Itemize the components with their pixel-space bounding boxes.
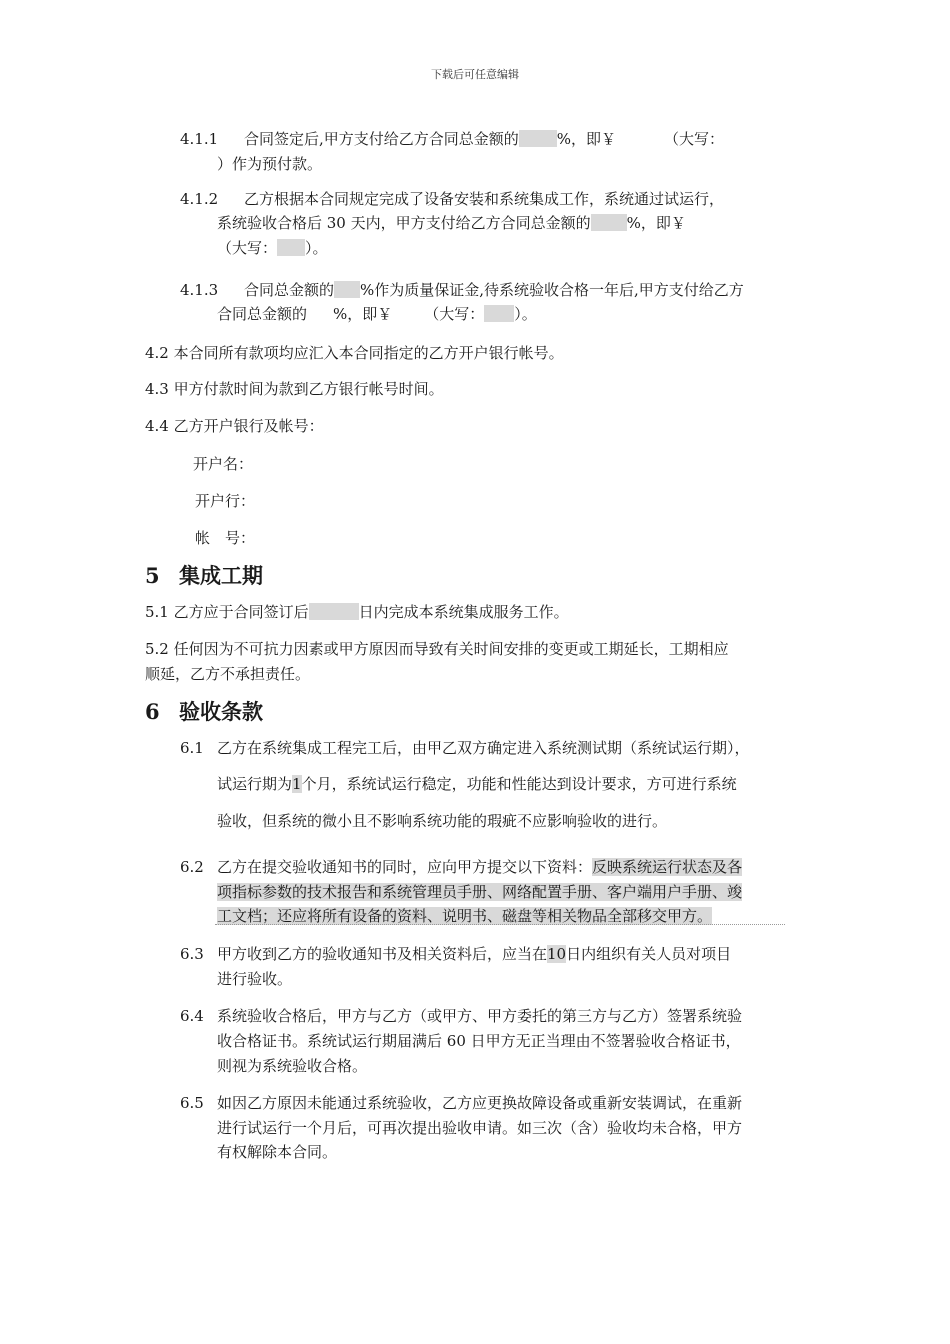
clause-6-5-line-2: 进行试运行一个月后，可再次提出验收申请。如三次（含）验收均未合格，甲方	[217, 1119, 743, 1137]
clause-text: 日内组织有关人员对项目	[566, 945, 732, 963]
clause-text: 乙方在系统集成工程完工后，由甲乙双方确定进入系统测试期（系统试运行期），	[217, 739, 750, 757]
blank-field[interactable]	[334, 281, 360, 298]
clause-text: 个月，系统试运行稳定，功能和性能达到设计要求，方可进行系统	[301, 775, 737, 793]
clause-6-5-line-1	[180, 1092, 742, 1113]
clause-6-1-line-2	[217, 773, 737, 794]
clause-4-3: 4.3 甲方付款时间为款到乙方银行帐号时间。	[145, 380, 444, 398]
blank-field[interactable]	[591, 214, 627, 231]
clause-text: 甲方收到乙方的验收通知书及相关资料后，应当在	[217, 945, 548, 963]
clause-4-1-1-line-1	[180, 128, 724, 149]
highlighted-value: 1	[292, 775, 302, 793]
clause-4-1-2-line-3	[217, 237, 328, 258]
clause-number: 4.1.2	[180, 190, 219, 208]
clause-text: 合同总金额的	[217, 305, 308, 323]
clause-text: （大写：	[217, 239, 278, 257]
clause-4-1-2-line-1	[180, 188, 724, 209]
clause-6-1-line-3: 验收，但系统的微小且不影响系统功能的瑕疵不应影响验收的进行。	[217, 812, 668, 830]
blank-field[interactable]	[484, 305, 514, 322]
clause-6-2-line-1	[180, 856, 742, 877]
clause-number: 6.1	[180, 739, 204, 757]
highlighted-text: 项指标参数的技术报告和系统管理员手册、网络配置手册、客户端用户手册、竣	[217, 883, 743, 901]
highlighted-text: 反映系统运行状态及各	[592, 858, 743, 876]
clause-text: （大写：	[424, 305, 485, 323]
clause-number: 6.3	[180, 945, 204, 963]
clause-text: 日内完成本系统集成服务工作。	[358, 603, 569, 621]
section-number: 6	[145, 699, 160, 724]
clause-text: 系统验收合格后，甲方与乙方（或甲方、甲方委托的第三方与乙方）签署系统验	[217, 1007, 743, 1025]
clause-number: 6.4	[180, 1007, 204, 1025]
clause-6-1-line-1	[180, 737, 750, 758]
blank-field[interactable]	[309, 603, 359, 620]
clause-6-2-line-3	[217, 905, 712, 926]
clause-6-3-line-2: 进行验收。	[217, 970, 293, 988]
clause-text: %作为质量保证金,待系统验收合格一年后,甲方支付给乙方	[360, 281, 744, 299]
clause-4-1-3-line-2	[217, 303, 537, 324]
clause-4-1-1-line-2: ）作为预付款。	[217, 155, 323, 173]
section-heading-5	[145, 560, 263, 590]
blank-field[interactable]	[519, 130, 557, 147]
section-title: 集成工期	[179, 563, 263, 588]
clause-text: %，即￥	[626, 214, 686, 232]
clause-4-1-3-line-1	[180, 279, 744, 300]
clause-text: 试运行期为	[217, 775, 293, 793]
bank-branch: 开户行：	[195, 492, 256, 510]
clause-4-2: 4.2 本合同所有款项均应汇入本合同指定的乙方开户银行帐号。	[145, 344, 564, 362]
clause-text: ）。	[305, 239, 328, 257]
clause-text: %，即￥	[556, 130, 617, 148]
clause-text: 5.1 乙方应于合同签订后	[145, 603, 309, 621]
dotted-underline	[215, 924, 785, 925]
clause-number: 6.2	[180, 858, 204, 876]
bank-account-name: 开户名：	[193, 455, 254, 473]
clause-text: 合同总金额的	[244, 281, 335, 299]
clause-text: 乙方根据本合同规定完成了设备安装和系统集成工作，系统通过试运行，	[244, 190, 725, 208]
clause-text: 系统验收合格后 30 天内，甲方支付给乙方合同总金额的	[217, 214, 591, 232]
clause-5-1	[145, 601, 569, 622]
section-heading-6	[145, 696, 263, 726]
page-header: 下载后可任意编辑	[431, 68, 519, 81]
clause-6-3-line-1	[180, 943, 731, 964]
clause-text: 乙方在提交验收通知书的同时，应向甲方提交以下资料：	[217, 858, 593, 876]
clause-text: （大写：	[664, 130, 725, 148]
clause-number: 6.5	[180, 1094, 204, 1112]
clause-6-4-line-1	[180, 1005, 742, 1026]
highlighted-text: 工文档；还应将所有设备的资料、说明书、磁盘等相关物品全部移交甲方。	[217, 907, 713, 925]
blank-field[interactable]	[277, 239, 305, 256]
clause-4-1-2-line-2	[217, 212, 686, 233]
clause-text: %，即￥	[333, 305, 393, 323]
highlighted-value: 10	[547, 945, 567, 963]
section-number: 5	[145, 563, 160, 588]
clause-6-4-line-2: 收合格证书。系统试运行期届满后 60 日甲方无正当理由不签署验收合格证书，	[217, 1032, 741, 1050]
clause-6-5-line-3: 有权解除本合同。	[217, 1143, 338, 1161]
clause-5-2-line-2: 顺延，乙方不承担责任。	[145, 665, 311, 683]
bank-account-number: 帐 号：	[195, 529, 256, 547]
clause-text: 如因乙方原因未能通过系统验收，乙方应更换故障设备或重新安装调试，在重新	[217, 1094, 743, 1112]
clause-text: ）。	[514, 305, 537, 323]
clause-6-4-line-3: 则视为系统验收合格。	[217, 1057, 368, 1075]
clause-5-2-line-1: 5.2 任何因为不可抗力因素或甲方原因而导致有关时间安排的变更或工期延长，工期相应	[145, 640, 729, 658]
clause-number: 4.1.1	[180, 130, 219, 148]
section-title: 验收条款	[179, 699, 263, 724]
clause-text: 合同签定后,甲方支付给乙方合同总金额的	[244, 130, 519, 148]
clause-6-2-line-2	[217, 881, 742, 902]
clause-4-4: 4.4 乙方开户银行及帐号：	[145, 417, 324, 435]
clause-number: 4.1.3	[180, 281, 219, 299]
